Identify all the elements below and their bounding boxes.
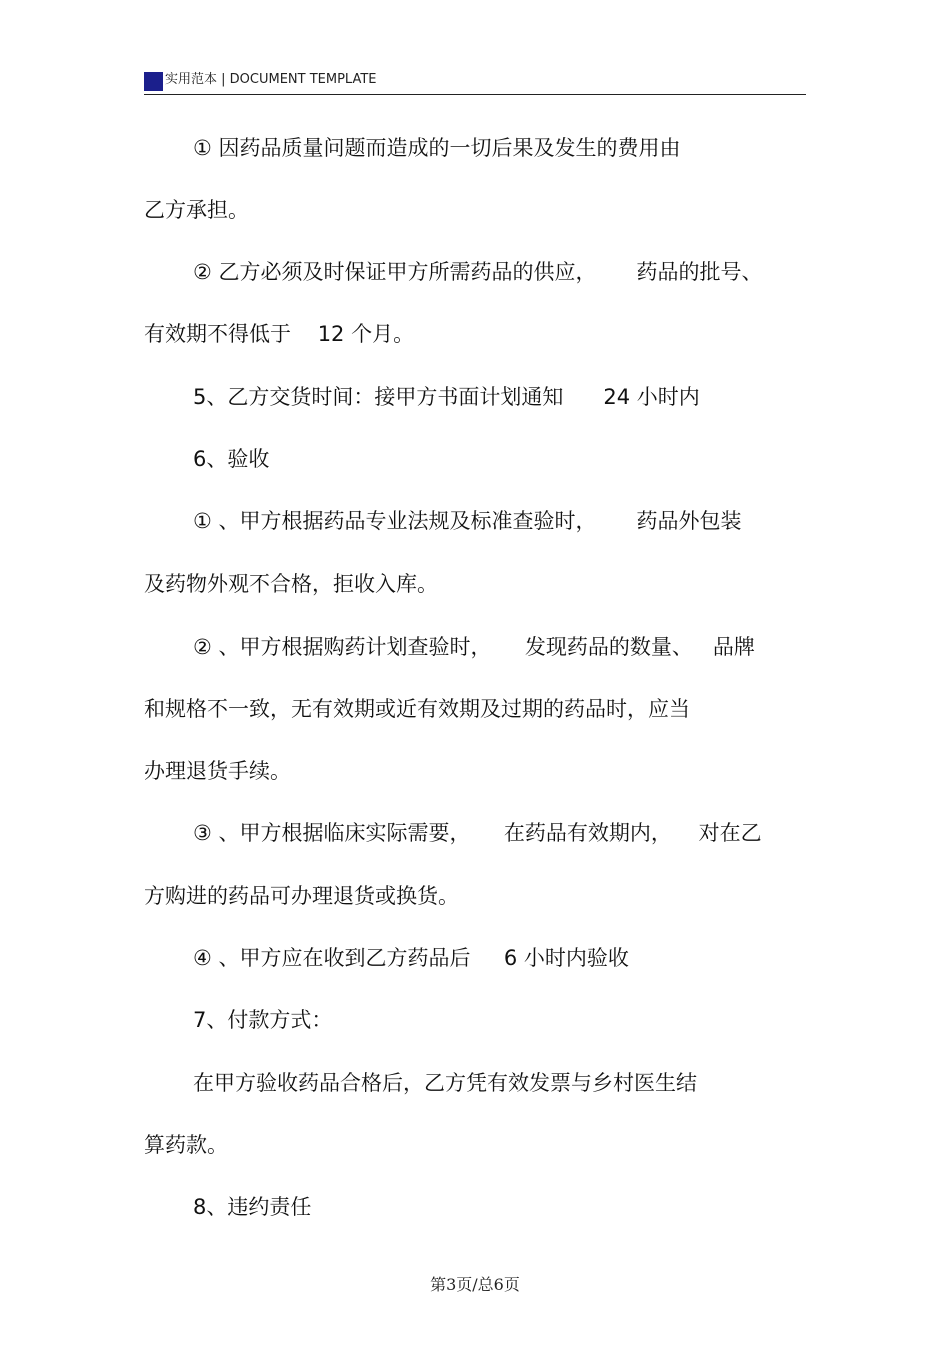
body-line: 和规格不一致，无有效期或近有效期及过期的药品时，应当	[144, 697, 690, 721]
section-heading: 6、验收	[193, 447, 270, 471]
body-line: ③ 、甲方根据临床实际需要， 在药品有效期内， 对在乙	[193, 821, 762, 845]
header-title: 实用范本 | DOCUMENT TEMPLATE	[165, 72, 377, 87]
body-line: 有效期不得低于 12 个月。	[144, 322, 415, 346]
body-line: 算药款。	[144, 1133, 228, 1157]
body-line: 办理退货手续。	[144, 759, 291, 783]
body-line: 及药物外观不合格，拒收入库。	[144, 572, 438, 596]
body-line: 乙方承担。	[144, 198, 249, 222]
body-line: 方购进的药品可办理退货或换货。	[144, 884, 459, 908]
body-line: ② 、甲方根据购药计划查验时， 发现药品的数量、 品牌	[193, 635, 755, 659]
body-line: ② 乙方必须及时保证甲方所需药品的供应， 药品的批号、	[193, 260, 763, 284]
page-number: 第3页/总6页	[430, 1275, 520, 1294]
body-line: ④ 、甲方应在收到乙方药品后 6 小时内验收	[193, 946, 629, 970]
section-heading: 8、违约责任	[193, 1195, 312, 1219]
body-line: 5、乙方交货时间：接甲方书面计划通知 24 小时内	[193, 385, 700, 409]
body-line: 在甲方验收药品合格后，乙方凭有效发票与乡村医生结	[193, 1071, 697, 1095]
page-header	[144, 68, 806, 95]
section-heading: 7、付款方式：	[193, 1008, 333, 1032]
body-line: ① 因药品质量问题而造成的一切后果及发生的费用由	[193, 136, 681, 160]
document-logo-icon	[144, 72, 163, 91]
body-line: ① 、甲方根据药品专业法规及标准查验时， 药品外包装	[193, 509, 742, 533]
